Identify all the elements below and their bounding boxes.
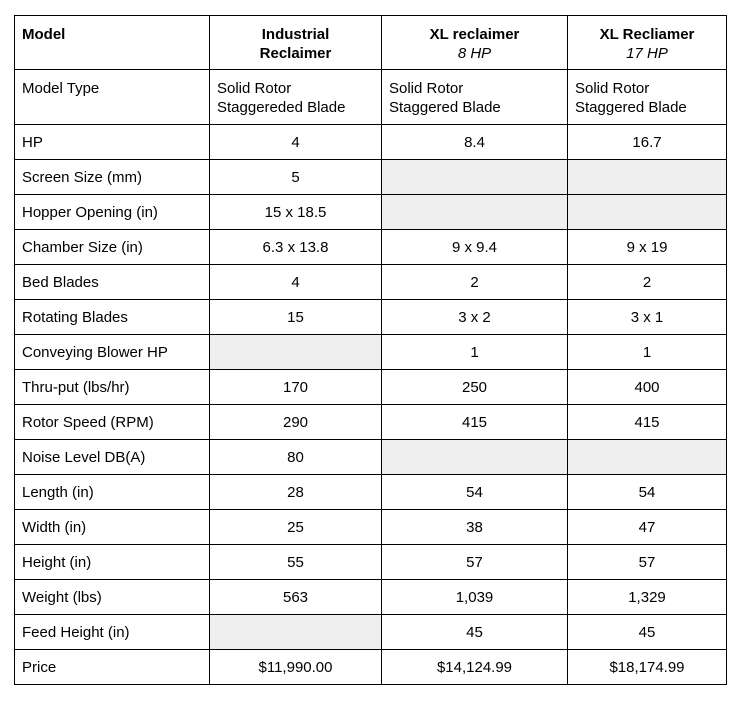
value-cell: 4 bbox=[210, 125, 382, 160]
table-row bbox=[15, 370, 727, 405]
value-cell: 4 bbox=[210, 265, 382, 300]
value-cell: 5 bbox=[210, 160, 382, 195]
table-row bbox=[15, 440, 727, 475]
value-cell: 3 x 2 bbox=[382, 300, 568, 335]
value-cell: 415 bbox=[568, 405, 727, 440]
value-cell: 57 bbox=[382, 545, 568, 580]
value-cell: 1 bbox=[568, 335, 727, 370]
value-cell: 9 x 19 bbox=[568, 230, 727, 265]
empty-cell bbox=[210, 335, 382, 370]
empty-cell bbox=[568, 440, 727, 475]
value-cell: 1 bbox=[382, 335, 568, 370]
value-cell: 80 bbox=[210, 440, 382, 475]
row-label: Model Type bbox=[15, 70, 210, 125]
table-row bbox=[15, 265, 727, 300]
value-cell: 55 bbox=[210, 545, 382, 580]
value-cell: 15 x 18.5 bbox=[210, 195, 382, 230]
row-label: Rotor Speed (RPM) bbox=[15, 405, 210, 440]
table-row bbox=[15, 475, 727, 510]
value-cell: 9 x 9.4 bbox=[382, 230, 568, 265]
value-cell: 28 bbox=[210, 475, 382, 510]
table-row bbox=[15, 335, 727, 370]
table-row bbox=[15, 300, 727, 335]
header-row bbox=[15, 16, 727, 70]
row-label: Hopper Opening (in) bbox=[15, 195, 210, 230]
value-cell: Solid Rotor Staggereded Blade bbox=[210, 70, 382, 125]
table-row bbox=[15, 545, 727, 580]
empty-cell bbox=[210, 615, 382, 650]
row-label: Conveying Blower HP bbox=[15, 335, 210, 370]
value-cell: 290 bbox=[210, 405, 382, 440]
table-row bbox=[15, 70, 727, 125]
header-col2-line1: XL reclaimer bbox=[429, 26, 520, 43]
value-cell: 47 bbox=[568, 510, 727, 545]
row-label: Weight (lbs) bbox=[15, 580, 210, 615]
table-body bbox=[15, 70, 727, 685]
value-cell: Solid Rotor Staggered Blade bbox=[382, 70, 568, 125]
table-row bbox=[15, 160, 727, 195]
value-cell: 415 bbox=[382, 405, 568, 440]
header-col2-sub: 8 HP bbox=[457, 45, 492, 62]
value-cell: 563 bbox=[210, 580, 382, 615]
row-label: Bed Blades bbox=[15, 265, 210, 300]
empty-cell bbox=[568, 160, 727, 195]
row-label: Width (in) bbox=[15, 510, 210, 545]
table-row bbox=[15, 230, 727, 265]
value-cell: 45 bbox=[382, 615, 568, 650]
empty-cell bbox=[382, 195, 568, 230]
value-cell: $14,124.99 bbox=[382, 650, 568, 685]
value-cell: $18,174.99 bbox=[568, 650, 727, 685]
table-row bbox=[15, 195, 727, 230]
empty-cell bbox=[382, 160, 568, 195]
header-model: Model bbox=[15, 16, 210, 70]
table-row bbox=[15, 580, 727, 615]
header-col3-line1: XL Recliamer bbox=[599, 26, 695, 43]
row-label: Length (in) bbox=[15, 475, 210, 510]
empty-cell bbox=[382, 440, 568, 475]
value-cell: 15 bbox=[210, 300, 382, 335]
value-cell: 54 bbox=[568, 475, 727, 510]
value-cell: 250 bbox=[382, 370, 568, 405]
value-cell: $11,990.00 bbox=[210, 650, 382, 685]
table-row bbox=[15, 405, 727, 440]
value-cell: 25 bbox=[210, 510, 382, 545]
value-cell: 45 bbox=[568, 615, 727, 650]
header-industrial-reclaimer bbox=[210, 16, 382, 70]
value-cell: 3 x 1 bbox=[568, 300, 727, 335]
row-label: Noise Level DB(A) bbox=[15, 440, 210, 475]
table-row bbox=[15, 125, 727, 160]
header-xl-reclaimer-8hp bbox=[382, 16, 568, 70]
table-row bbox=[15, 615, 727, 650]
value-cell: 57 bbox=[568, 545, 727, 580]
value-cell: 1,039 bbox=[382, 580, 568, 615]
row-label: Price bbox=[15, 650, 210, 685]
header-col3-sub: 17 HP bbox=[626, 45, 668, 62]
table-row bbox=[15, 510, 727, 545]
value-cell: 54 bbox=[382, 475, 568, 510]
value-cell: 6.3 x 13.8 bbox=[210, 230, 382, 265]
value-cell: 16.7 bbox=[568, 125, 727, 160]
value-cell: 2 bbox=[382, 265, 568, 300]
spec-table bbox=[14, 15, 727, 685]
empty-cell bbox=[568, 195, 727, 230]
value-cell: 2 bbox=[568, 265, 727, 300]
row-label: Thru-put (lbs/hr) bbox=[15, 370, 210, 405]
row-label: Rotating Blades bbox=[15, 300, 210, 335]
header-col1-line1: Industrial bbox=[261, 26, 330, 43]
value-cell: 38 bbox=[382, 510, 568, 545]
row-label: Height (in) bbox=[15, 545, 210, 580]
value-cell: 1,329 bbox=[568, 580, 727, 615]
table-row bbox=[15, 650, 727, 685]
row-label: Chamber Size (in) bbox=[15, 230, 210, 265]
value-cell: 170 bbox=[210, 370, 382, 405]
value-cell: 400 bbox=[568, 370, 727, 405]
header-col1-line2: Reclaimer bbox=[259, 45, 332, 62]
header-xl-recliamer-17hp bbox=[568, 16, 727, 70]
row-label: Screen Size (mm) bbox=[15, 160, 210, 195]
value-cell: 8.4 bbox=[382, 125, 568, 160]
row-label: HP bbox=[15, 125, 210, 160]
row-label: Feed Height (in) bbox=[15, 615, 210, 650]
value-cell: Solid Rotor Staggered Blade bbox=[568, 70, 727, 125]
